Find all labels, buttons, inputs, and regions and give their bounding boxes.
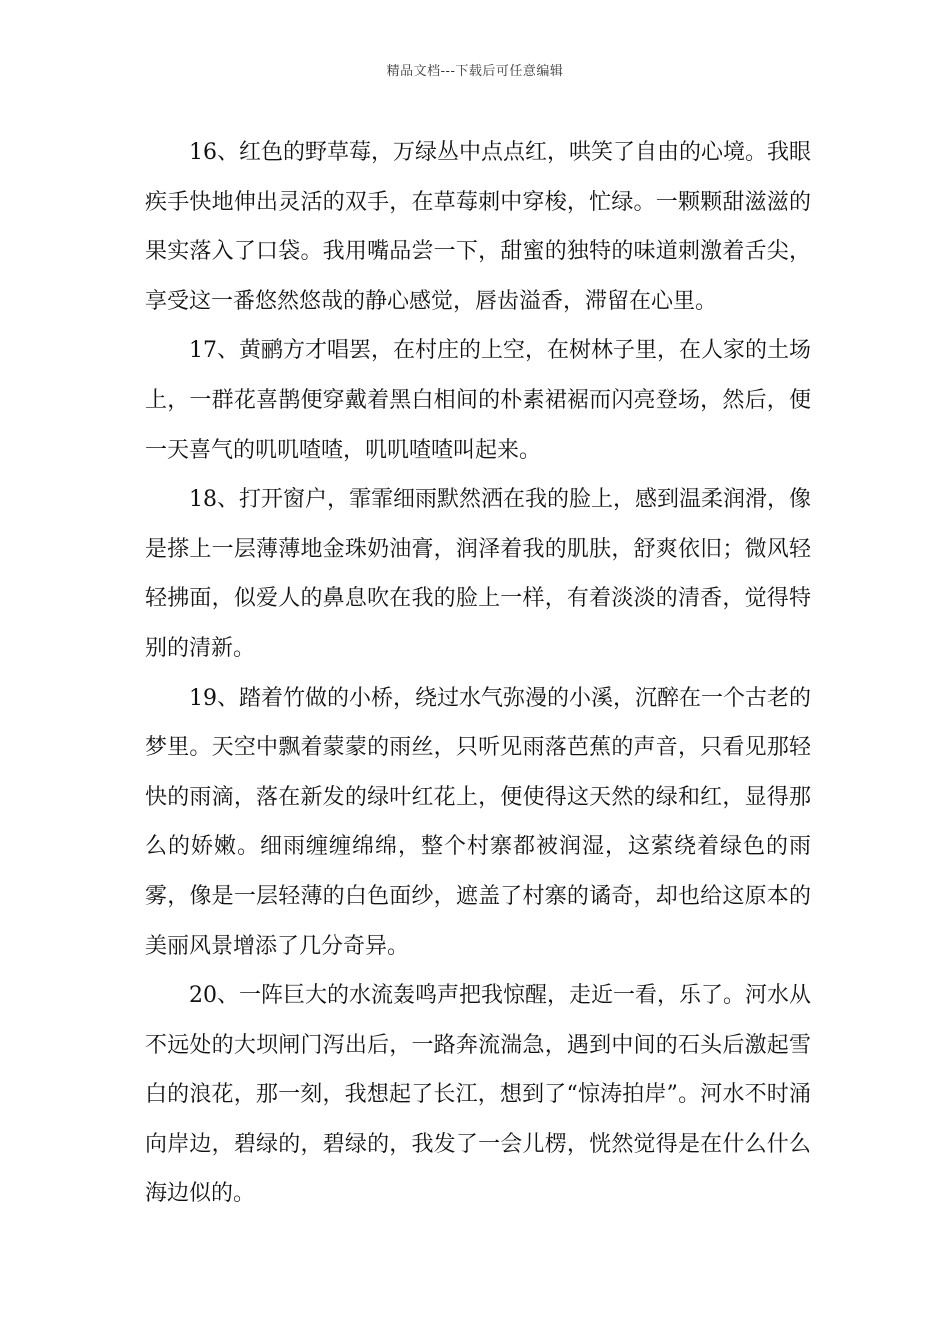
page-header: 精品文档---下载后可任意编辑 [386, 64, 564, 79]
paragraph-17: 17、黄鹂方才唱罢，在村庄的上空，在树林子里，在人家的土场上，一群花喜鹊便穿戴着黑白相间的朴素裙裾而闪亮登场，然后，便一天喜气的叽叽喳喳，叽叽喳喳叫起来。 [145, 338, 811, 463]
paragraph-19: 19、踏着竹做的小桥，绕过水气弥漫的小溪，沉醉在一个古老的梦里。天空中飘着蒙蒙的雨丝，只听见雨落芭蕉的声音，只看见那轻快的雨滴，落在新发的绿叶红花上，便使得这天然的绿和红，显得那么的娇嫩。细雨缠缠绵绵，整个村寨都被润湿，这萦绕着绿色的雨雾，像是一层轻薄的白色面纱，遮盖了村寨的谲奇，却也给这原本的美丽风景增添了几分奇异。 [145, 685, 811, 959]
paragraph-16: 16、红色的野草莓，万绿丛中点点红，哄笑了自由的心境。我眼疾手快地伸出灵活的双手，在草莓刺中穿梭，忙绿。一颗颗甜滋滋的果实落入了口袋。我用嘴品尝一下，甜蜜的独特的味道刺激着舌尖，享受这一番悠然悠哉的静心感觉，唇齿溢香，滞留在心里。 [145, 140, 811, 314]
paragraph-18: 18、打开窗户，霏霏细雨默然洒在我的脸上，感到温柔润滑，像是搽上一层薄薄地金珠奶油膏，润泽着我的肌肤，舒爽依旧；微风轻轻拂面，似爱人的鼻息吹在我的脸上一样，有着淡淡的清香，觉得特别的清新。 [145, 487, 811, 661]
paragraph-20: 20、一阵巨大的水流轰鸣声把我惊醒，走近一看，乐了。河水从不远处的大坝闸门泻出后，一路奔流湍急，遇到中间的石头后激起雪白的浪花，那一刻，我想起了长江，想到了“惊涛拍岸”。河水不时涌向岸边，碧绿的，碧绿的，我发了一会儿楞，恍然觉得是在什么什么海边似的。 [145, 983, 811, 1207]
document-body [145, 128, 811, 1219]
